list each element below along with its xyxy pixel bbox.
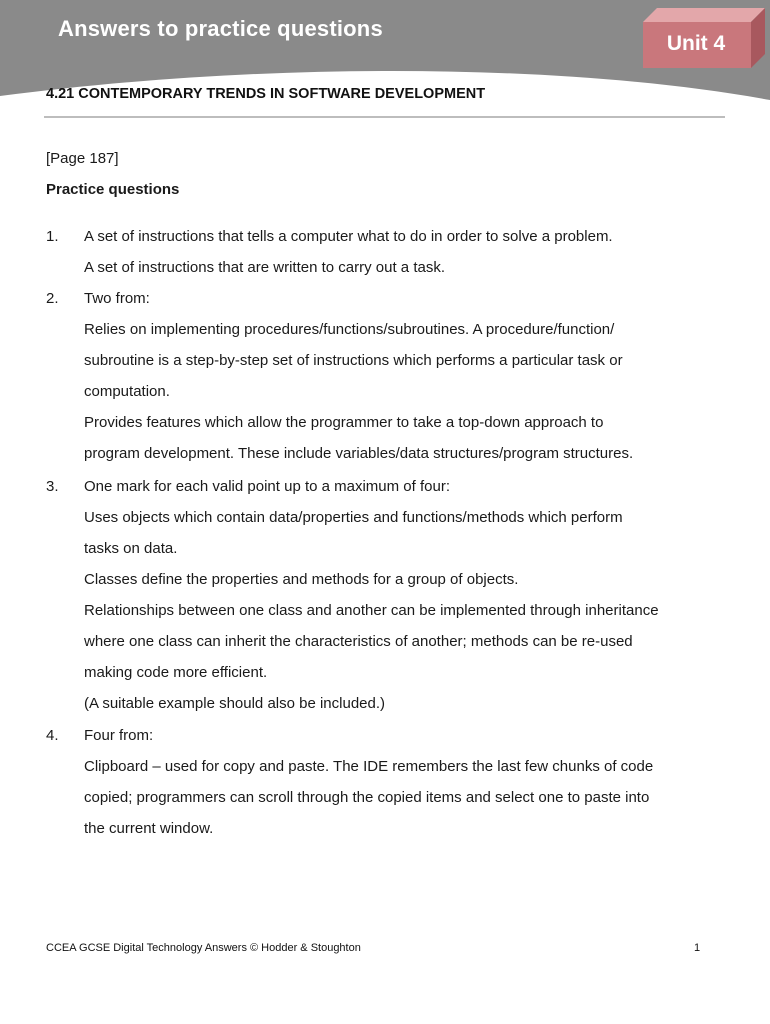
footer-copyright: CCEA GCSE Digital Technology Answers © Hodder & Stoughton (46, 942, 361, 954)
header-title: Answers to practice questions (58, 16, 383, 41)
answer-line: copied; programmers can scroll through the copied items and select one to paste into (84, 789, 650, 806)
answer-line: A set of instructions that tells a computer what to do in order to solve a problem. (84, 228, 613, 245)
answer-line: subroutine is a step-by-step set of instructions which performs a particular task or (84, 352, 623, 369)
answer-line: Clipboard – used for copy and paste. The IDE remembers the last few chunks of code (84, 758, 654, 775)
practice-questions-heading: Practice questions (46, 181, 180, 198)
answer-line: the current window. (84, 820, 214, 837)
answer-line: Relies on implementing procedures/functions/subroutines. A procedure/function/ (84, 321, 615, 338)
answer-line: making code more efficient. (84, 664, 268, 681)
page-reference: [Page 187] (46, 150, 119, 167)
page-number: 1 (694, 942, 701, 954)
section-divider (44, 116, 725, 118)
answer-line: One mark for each valid point up to a maximum of four: (84, 478, 450, 495)
answer-line: Provides features which allow the programmer to take a top-down approach to (84, 414, 604, 431)
answer-line: Four from: (84, 727, 154, 744)
answer-line: Two from: (84, 290, 150, 307)
unit-label: Unit 4 (666, 32, 726, 55)
answer-line: computation. (84, 383, 170, 400)
answer-line: tasks on data. (84, 540, 178, 557)
answer-line: program development. These include variables/data structures/program structures. (84, 445, 634, 462)
answer-line: Classes define the properties and methods for a group of objects. (84, 571, 519, 588)
answer-line: Uses objects which contain data/properties and functions/methods which perform (84, 509, 623, 526)
section-heading: 4.21 CONTEMPORARY TRENDS IN SOFTWARE DEVELOPMENT (46, 86, 486, 102)
answer-line: Relationships between one class and another can be implemented through inheritance (84, 602, 659, 619)
answer-line: (A suitable example should also be included.) (84, 695, 386, 712)
answer-line: where one class can inherit the characteristics of another; methods can be re-used (84, 633, 633, 650)
answer-line: A set of instructions that are written to carry out a task. (84, 259, 445, 276)
